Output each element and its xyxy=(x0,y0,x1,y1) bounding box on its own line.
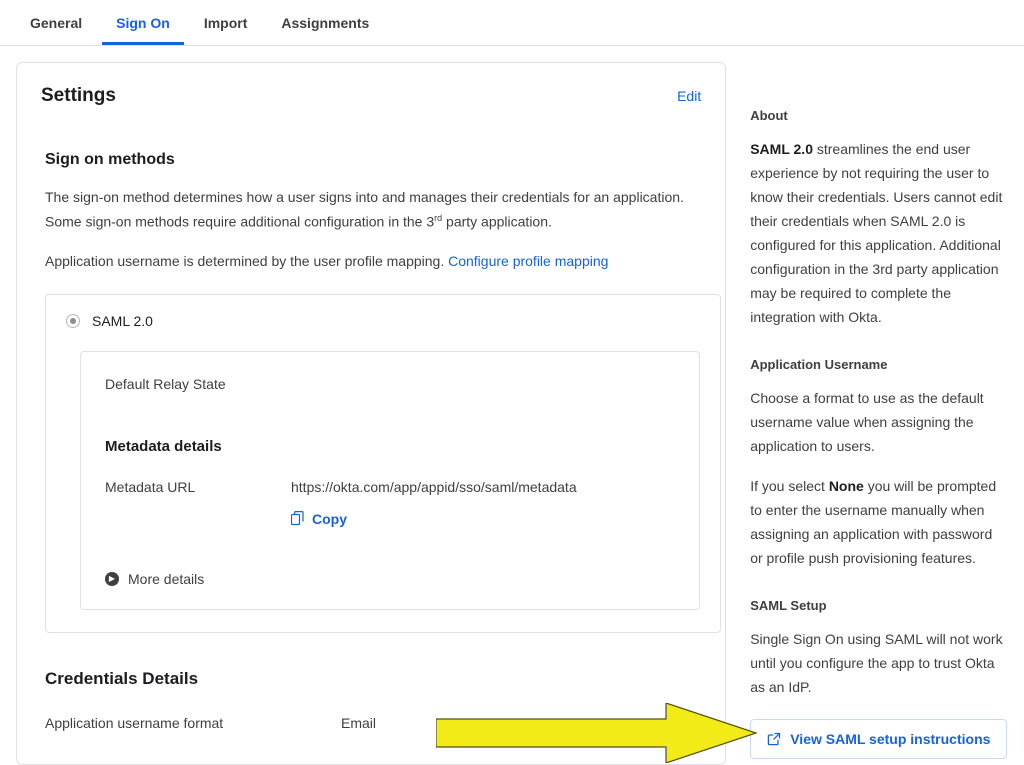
more-details-toggle[interactable] xyxy=(105,571,675,587)
edit-link[interactable]: Edit xyxy=(677,88,702,104)
more-details-label: More details xyxy=(128,571,205,588)
sign-on-description-text-end: party application. xyxy=(442,213,552,230)
about-panel xyxy=(750,62,1008,765)
view-saml-setup-instructions-button[interactable] xyxy=(750,719,1007,759)
about-title: About xyxy=(750,108,788,123)
saml-radio-label: SAML 2.0 xyxy=(92,312,153,329)
page-content xyxy=(0,46,1024,765)
saml-option-box xyxy=(45,294,721,634)
copy-metadata-url-button[interactable] xyxy=(291,511,347,527)
tab-sign-on[interactable]: Sign On xyxy=(102,3,184,45)
settings-card xyxy=(16,62,726,765)
copy-label: Copy xyxy=(312,510,347,527)
saml-setup-text: Single Sign On using SAML will not work until you configure the app to trust Okta as an IdP. xyxy=(750,631,1003,695)
view-saml-setup-instructions-label: View SAML setup instructions xyxy=(790,731,991,747)
page-title: Settings xyxy=(41,85,116,106)
section-title-sign-on-methods: Sign on methods xyxy=(45,151,175,168)
saml-setup-title: SAML Setup xyxy=(750,598,827,613)
tab-import[interactable]: Import xyxy=(203,15,248,31)
application-username-text: Choose a format to use as the default username value when assigning the application to users. xyxy=(750,390,984,454)
chevron-right-circle-icon: ▶ xyxy=(105,572,119,586)
about-lead: SAML 2.0 xyxy=(750,141,813,157)
copy-row xyxy=(105,511,675,532)
default-relay-state-label: Default Relay State xyxy=(105,375,226,392)
metadata-url-label: Metadata URL xyxy=(105,478,196,495)
app-username-none: None xyxy=(828,478,864,494)
tab-bar xyxy=(0,0,1024,46)
copy-icon xyxy=(291,511,305,526)
tab-general[interactable]: General xyxy=(30,15,83,31)
metadata-url-row xyxy=(105,479,675,495)
configure-profile-mapping-link[interactable]: Configure profile mapping xyxy=(448,252,609,269)
username-mapping-description xyxy=(45,251,690,272)
app-username-pre: If you select xyxy=(750,478,829,494)
external-link-icon xyxy=(767,732,781,746)
tab-assignments[interactable]: Assignments xyxy=(281,15,370,31)
metadata-details-title: Metadata details xyxy=(105,437,222,455)
saml-details-box xyxy=(80,351,700,611)
application-username-format-value: Email xyxy=(341,715,377,732)
sign-on-description-text: The sign-on method determines how a user signs into and manages their credentials for an application. Some sign-on methods require additional configuration in the 3 xyxy=(45,189,684,230)
application-username-format-label: Application username format xyxy=(45,715,224,732)
credentials-details-title: Credentials Details xyxy=(45,669,199,689)
about-text xyxy=(750,137,1008,329)
username-mapping-text: Application username is determined by the user profile mapping. xyxy=(45,252,445,269)
app-username-post: you will be prompted to enter the username manually when assigning an application with password or profile push provisioning features. xyxy=(750,478,997,566)
ordinal-suffix: rd xyxy=(434,213,443,223)
application-username-text-2 xyxy=(750,474,1008,570)
metadata-url-value: https://okta.com/app/appid/sso/saml/metadata xyxy=(291,478,577,495)
sign-on-description xyxy=(45,187,690,233)
saml-radio-row[interactable] xyxy=(66,313,700,329)
about-body: streamlines the end user experience by not requiring the user to know their credentials. Users cannot edit their credentials when SAML 2.0 is configured for this application. Additional configuration in the 3rd party application may be required to complete the integration with Okta. xyxy=(750,141,1003,325)
default-relay-state-row xyxy=(105,376,675,392)
saml-radio-icon[interactable] xyxy=(66,314,80,328)
credentials-row xyxy=(45,715,701,731)
application-username-title: Application Username xyxy=(750,357,888,372)
settings-header xyxy=(41,85,701,107)
